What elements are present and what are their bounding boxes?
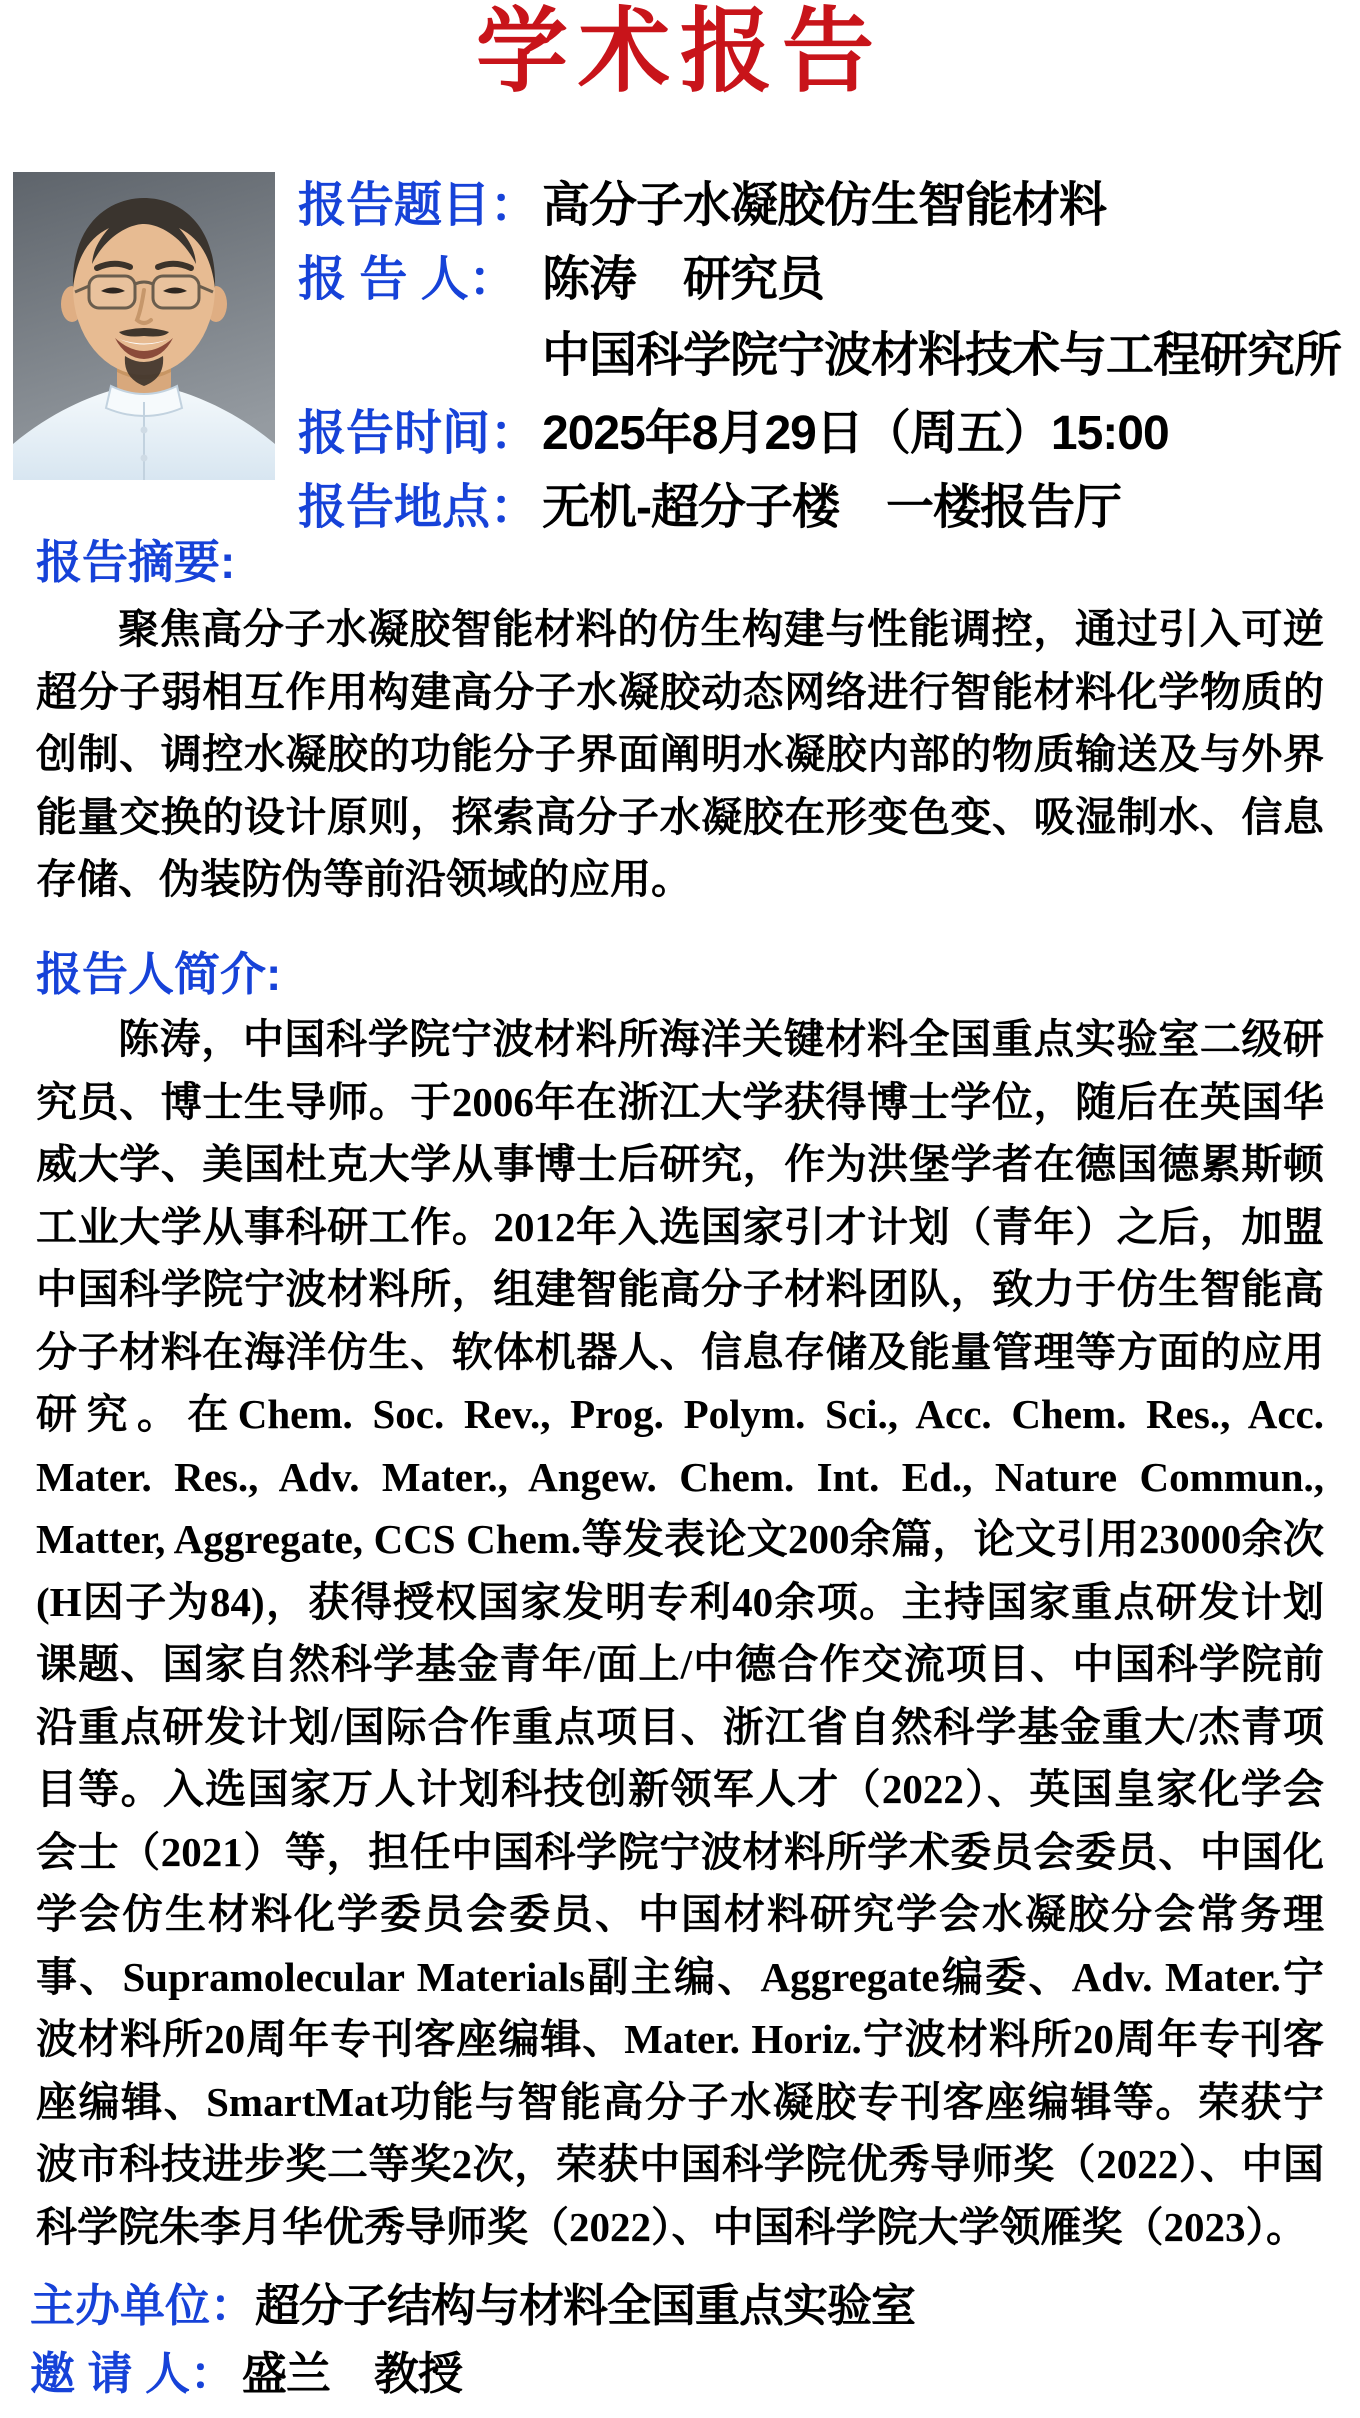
page-title: 学术报告 bbox=[475, 1, 884, 103]
speaker-value: 陈涛 研究员 bbox=[542, 253, 825, 306]
speaker-photo bbox=[13, 172, 275, 480]
bio-text: 陈涛，中国科学院宁波材料所海洋关键材料全国重点实验室二级研究员、博士生导师。于2006年在浙江大学获得博士学位，随后在英国华威大学、美国杜克大学从事博士后研究，作为洪堡学者在德国德累斯顿工业大学从事科研工作。2012年入选国家引才计划（青年）之后，加盟中国科学院宁波材料所，组建智能高分子材料团队，致力于仿生智能高分子材料在海洋仿生、软体机器人、信息存储及能量管理等方面的应用研究。在Chem. Soc. Rev., Prog. Polym. Sci., Acc. Chem. Res., Acc. Mater. Res., Adv. Mater., Angew. Chem. Int. Ed., Nature Commun., Matter, Aggregate, CCS Chem.等发表论文200余篇，论文引用23000余次(H因子为84)，获得授权国家发明专利40余项。主持国家重点研发计划课题、国家自然科学基金青年/面上/中德合作交流项目、中国科学院前沿重点研发计划/国际合作重点项目、浙江省自然科学基金重大/杰青项目等。入选国家万人计划科技创新领军人才（2022）、英国皇家化学会会士（2021）等，担任中国科学院宁波材料所学术委员会委员、中国化学会仿生材料化学委员会委员、中国材料研究学会水凝胶分会常务理事、Supramolecular Materials副主编、Aggregate编委、Adv. Mater.宁波材料所20周年专刊客座编辑、Mater. Horiz.宁波材料所20周年专刊客座编辑、SmartMat功能与智能高分子水凝胶专刊客座编辑等。荣获宁波市科技进步奖二等奖2次，荣获中国科学院优秀导师奖（2022）、中国科学院朱李月华优秀导师奖（2022）、中国科学院大学领雁奖（2023）。 bbox=[36, 1016, 1324, 2250]
inviter-value: 盛兰 教授 bbox=[242, 2348, 463, 2399]
abstract-text: 聚焦高分子水凝胶智能材料的仿生构建与性能调控，通过引入可逆超分子弱相互作用构建高分子水凝胶动态网络进行智能材料化学物质的创制、调控水凝胶的功能分子界面阐明水凝胶内部的物质输送及与外界能量交换的设计原则，探索高分子水凝胶在形变色变、吸湿制水、信息存储、伪装防伪等前沿领域的应用。 bbox=[36, 606, 1324, 902]
topic-value: 高分子水凝胶仿生智能材料 bbox=[542, 179, 1107, 232]
time-row bbox=[298, 406, 1169, 462]
inviter-row bbox=[30, 2348, 462, 2400]
abstract-heading: 报告摘要: bbox=[36, 536, 236, 588]
venue-row bbox=[298, 480, 1121, 536]
topic-row bbox=[298, 178, 1106, 234]
affiliation-row bbox=[298, 328, 1341, 384]
speaker-affiliation: 中国科学院宁波材料技术与工程研究所 bbox=[542, 329, 1342, 382]
venue-value: 无机-超分子楼 一楼报告厅 bbox=[542, 481, 1121, 534]
host-value: 超分子结构与材料全国重点实验室 bbox=[255, 2280, 916, 2331]
host-label: 主办单位： bbox=[30, 2280, 256, 2331]
speaker-label: 报 告 人： bbox=[298, 253, 517, 306]
host-row bbox=[30, 2280, 915, 2332]
topic-label: 报告题目： bbox=[298, 179, 539, 232]
venue-label: 报告地点： bbox=[298, 481, 539, 534]
bio-heading: 报告人简介: bbox=[36, 948, 282, 1000]
inviter-label: 邀 请 人： bbox=[30, 2348, 236, 2399]
speaker-row bbox=[298, 252, 824, 308]
time-label: 报告时间： bbox=[298, 407, 539, 460]
time-value: 2025年8月29日（周五）15:00 bbox=[542, 407, 1169, 460]
